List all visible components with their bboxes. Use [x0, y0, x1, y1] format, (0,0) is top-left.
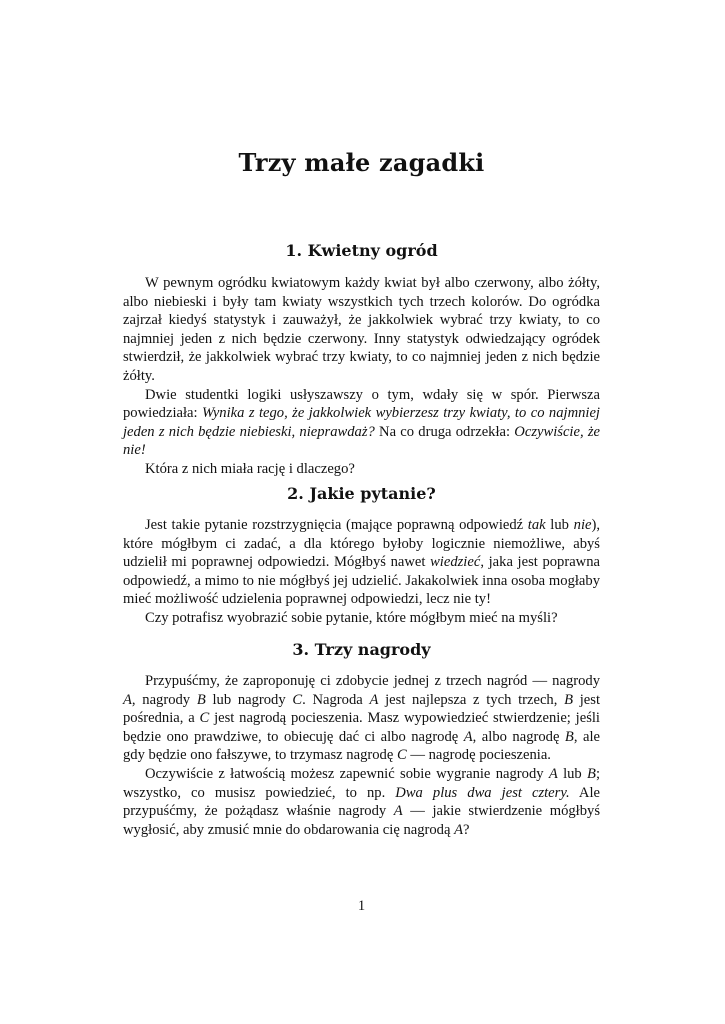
paragraph [123, 765, 600, 839]
text-run: ? [463, 821, 470, 838]
text-run: ; wszystko, co musisz powiedzieć, to np. [123, 765, 600, 801]
paragraph [123, 609, 600, 628]
text-run: Przypuśćmy, że zaproponuję ci zdobycie jednej z trzech nagród — nagrody [145, 673, 600, 689]
text-run: , ale gdy będzie ono fałszywe, to trzymasz nagrodę [123, 728, 600, 764]
text-run: Na co druga odrzekła: [374, 423, 515, 440]
section-heading-1: 1. Kwietny ogród [285, 241, 438, 260]
section-body-1 [123, 274, 600, 479]
italic-text: A [369, 691, 379, 708]
text-run: jest pośrednia, a [123, 691, 600, 727]
text-run: Dwie studentki logiki usłyszawszy o tym, wdały się w spór. Pierwsza powiedziała: [123, 386, 600, 422]
text-run: lub [557, 765, 588, 782]
text-run: . Nagroda [302, 691, 370, 708]
text-run: Jest takie pytanie rozstrzygnięcia (mające poprawną odpowiedź [145, 517, 528, 533]
text-run: ), które mógłbym ci zadać, a dla którego byłoby logicznie niemożliwe, abyś udzielił mi poprawnej odpowiedzi. Mógłbyś nawet [123, 517, 600, 571]
text-run: , albo nagrodę [472, 728, 565, 745]
paragraph [123, 516, 600, 609]
italic-text: tak [527, 517, 546, 533]
italic-text: A [123, 691, 132, 708]
italic-text: B [564, 691, 574, 708]
text-run: Ale przypuśćmy, że pożądasz właśnie nagrody [123, 784, 600, 820]
text-run: — nagrodę pocieszenia. [406, 747, 551, 764]
text-run: , jaka jest poprawna odpowiedź, a mimo to nie mógłbyś jej udzielić. Jakakolwiek inna osoba mogłaby mieć możliwość udzielenia poprawnej odpowiedzi, lecz nie ty! [123, 554, 600, 608]
section-body-2 [123, 516, 600, 628]
italic-text: B [587, 765, 596, 782]
section-heading-3: 3. Trzy nagrody [292, 640, 431, 659]
text-run: jest najlepsza z tych trzech, [378, 691, 565, 708]
italic-text: C [199, 710, 210, 727]
text-run: jest nagrodą pocieszenia. Masz wypowiedzieć stwierdzenie; jeśli będzie ono prawdziwe, to obiecuję dać ci albo nagrodę [123, 710, 600, 745]
section-body-3 [123, 672, 600, 839]
paragraph [123, 386, 600, 460]
text-run: Oczywiście z łatwością możesz zapewnić sobie wygranie nagrody [145, 765, 549, 782]
text-run: W pewnym ogródku kwiatowym każdy kwiat był albo czerwony, albo żółty, albo niebieski i były tam kwiaty wszystkich tych trzech kolorów. Do ogródka zajrzał kiedyś statystyk i zauważył, że jakkolwiek wybrać trzy kwiaty, to co najmniej jeden z nich będzie czerwony. Inny statystyk odwiedzający ogródek stwierdził, że jakkolwiek wybrać trzy kwiaty, to co najmniej jeden z nich będzie żółty. [123, 275, 600, 384]
italic-text: C [292, 691, 303, 708]
text-run: lub [545, 517, 574, 533]
paragraph [123, 274, 600, 386]
italic-text: A [454, 821, 464, 838]
italic-text: A [393, 803, 403, 820]
text-run: lub nagrody [205, 691, 293, 708]
italic-text: B [564, 728, 574, 745]
italic-text: nie [573, 517, 592, 533]
italic-text: A [548, 765, 558, 782]
text-run: Która z nich miała rację i dlaczego? [145, 460, 355, 477]
italic-text: A [463, 728, 473, 745]
text-run: , nagrody [131, 691, 197, 708]
document-title: Trzy małe zagadki [238, 148, 485, 177]
italic-text: Oczywiście, że nie! [123, 423, 600, 459]
section-heading-2: 2. Jakie pytanie? [287, 484, 436, 503]
italic-text: wiedzieć [430, 554, 481, 571]
text-run: — jakie stwierdzenie mógłbyś wygłosić, aby zmusić mnie do obdarowania cię nagrodą [123, 803, 600, 838]
italic-text: B [196, 691, 206, 708]
paragraph [123, 672, 600, 765]
italic-text: C [396, 747, 407, 764]
text-run: Czy potrafisz wyobrazić sobie pytanie, które mógłbym mieć na myśli? [145, 609, 558, 626]
paragraph [123, 460, 600, 479]
italic-text: Wynika z tego, że jakkolwiek wybierzesz trzy kwiaty, to co najmniej jeden z nich będzie niebieski, nieprawdaż? [123, 405, 600, 440]
italic-text: Dwa plus dwa jest cztery. [395, 784, 570, 801]
page-number: 1 [357, 898, 366, 914]
